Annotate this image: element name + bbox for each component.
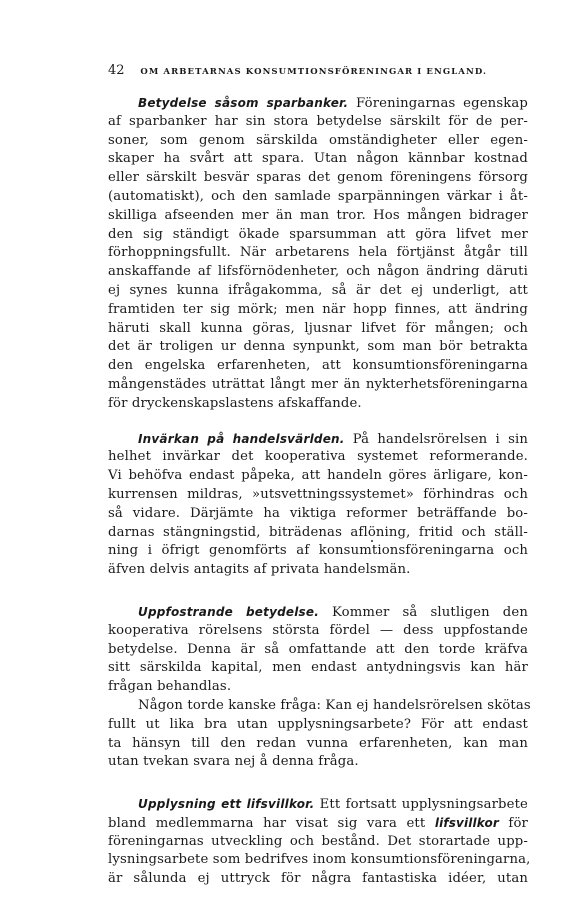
paragraph-line <box>108 94 528 113</box>
paragraph-line: fullt ut lika bra utan upplysningsarbete? För att endast <box>108 716 528 732</box>
paragraph-line: kooperativa rörelsens största fördel — dess uppfostande <box>108 622 528 638</box>
paragraph-line: för dryckenskapslastens afskaffande. <box>108 395 362 411</box>
line-text: Kommer så slutligen den <box>319 604 528 620</box>
line-text: Ett fortsatt upplysningsarbete <box>314 797 528 813</box>
paragraph-line: darnas stängningstid, biträdenas aflöning, fritid och ställ- <box>108 524 528 540</box>
paragraph-line: ning i öfrigt genomförts af konsumtionsföreningarna och <box>108 543 528 559</box>
paragraph-line <box>108 814 528 833</box>
section-heading: Betydelse såsom sparbanker. <box>138 96 349 110</box>
paragraph-line: af sparbanker har sin stora betydelse särskilt för de per- <box>108 113 528 129</box>
paragraph-line: kurrensen mildras, »utsvettningssystemet» förhindras och <box>108 486 528 502</box>
paragraph-line: det är troligen ur denna synpunkt, som man bör betrakta <box>108 339 528 355</box>
paragraph-line: häruti skall kunna göras, ljusnar lifvet för mången; och <box>108 320 528 336</box>
paragraph-line: utan tvekan svara nej å denna fråga. <box>108 754 359 770</box>
paragraph-line <box>108 603 528 622</box>
paragraph-line: är sålunda ej uttryck för några fantastiska idéer, utan <box>108 871 528 887</box>
paragraph-line: betydelse. Denna är så omfattande att den torde kräfva <box>108 641 528 657</box>
line-text: Föreningarnas egenskap <box>348 96 528 111</box>
paragraph-line: anskaffande af lifsförnödenheter, och någon ändring däruti <box>108 264 528 280</box>
body-text <box>108 94 531 889</box>
paragraph-line: skilliga afseenden mer än man tror. Hos mången bidrager <box>108 207 528 223</box>
section-heading: Invärkan på handelsvärlden. <box>138 431 345 446</box>
paragraph-line: frågan behandlas. <box>108 679 232 695</box>
paragraph-line: ta hänsyn till den redan vunna erfarenheten, kan man <box>108 735 528 751</box>
running-title: OM ARBETARNAS KONSUMTIONSFÖRENINGAR I ENGLAND. <box>140 67 488 77</box>
emphasis-text: lifsvillkor <box>434 815 499 830</box>
paragraph-line: äfven delvis antagits af privata handelsmän. <box>108 562 411 578</box>
paragraph-line: soner, som genom särskilda omständigheter eller egen- <box>108 132 528 148</box>
paragraph-line: helhet invärkar det kooperativa systemet reformerande. <box>108 449 528 465</box>
running-header <box>108 64 548 79</box>
paragraph-line: eller särskilt besvär sparas det genom föreningens försorg <box>108 170 528 186</box>
paragraph-line: Vi behöfva endast påpeka, att handeln göres ärligare, kon- <box>108 468 528 484</box>
line-text: för <box>498 815 528 831</box>
paragraph-line: mångenstädes uträttat långt mer än nykterhetsföreningarna <box>108 376 528 392</box>
paragraph-line: lysningsarbete som bedrifves inom konsumtionsföreningarna, <box>108 852 531 868</box>
paragraph-line: så vidare. Därjämte ha viktiga reformer beträffande bo- <box>108 505 528 521</box>
section-heading: Upplysning ett lifsvillkor. <box>138 797 315 812</box>
print-speck <box>371 540 373 542</box>
page-number: 42 <box>108 63 125 78</box>
paragraph-line <box>108 795 528 814</box>
paragraph-line <box>108 430 528 449</box>
paragraph-line: sitt särskilda kapital, men endast antydningsvis kan här <box>108 660 528 676</box>
paragraph-line: förhoppningsfullt. När arbetarens hela förtjänst åtgår till <box>108 245 528 261</box>
line-text: bland medlemmarna har visat sig vara ett <box>108 815 435 831</box>
section-heading: Uppfostrande betydelse. <box>138 604 319 619</box>
paragraph-line: (automatiskt), och den samlade sparpänningen värkar i åt- <box>108 188 528 204</box>
paragraph-line: föreningarnas utveckling och bestånd. Det storartade upp- <box>108 833 528 849</box>
paragraph-line: framtiden ter sig mörk; men när hopp finnes, att ändring <box>108 301 528 317</box>
paragraph-line: ej synes kunna ifrågakomma, så är det ej underligt, att <box>108 282 528 298</box>
paragraph-line: den engelska erfarenheten, att konsumtionsföreningarna <box>108 358 528 374</box>
paragraph-line: skaper ha svårt att spara. Utan någon kännbar kostnad <box>108 151 528 167</box>
paragraph-line: den sig ständigt ökade sparsumman att göra lifvet mer <box>108 226 528 242</box>
line-text: På handelsrörelsen i sin <box>344 431 528 447</box>
paragraph-line: Någon torde kanske fråga: Kan ej handelsrörelsen skötas <box>138 697 531 713</box>
